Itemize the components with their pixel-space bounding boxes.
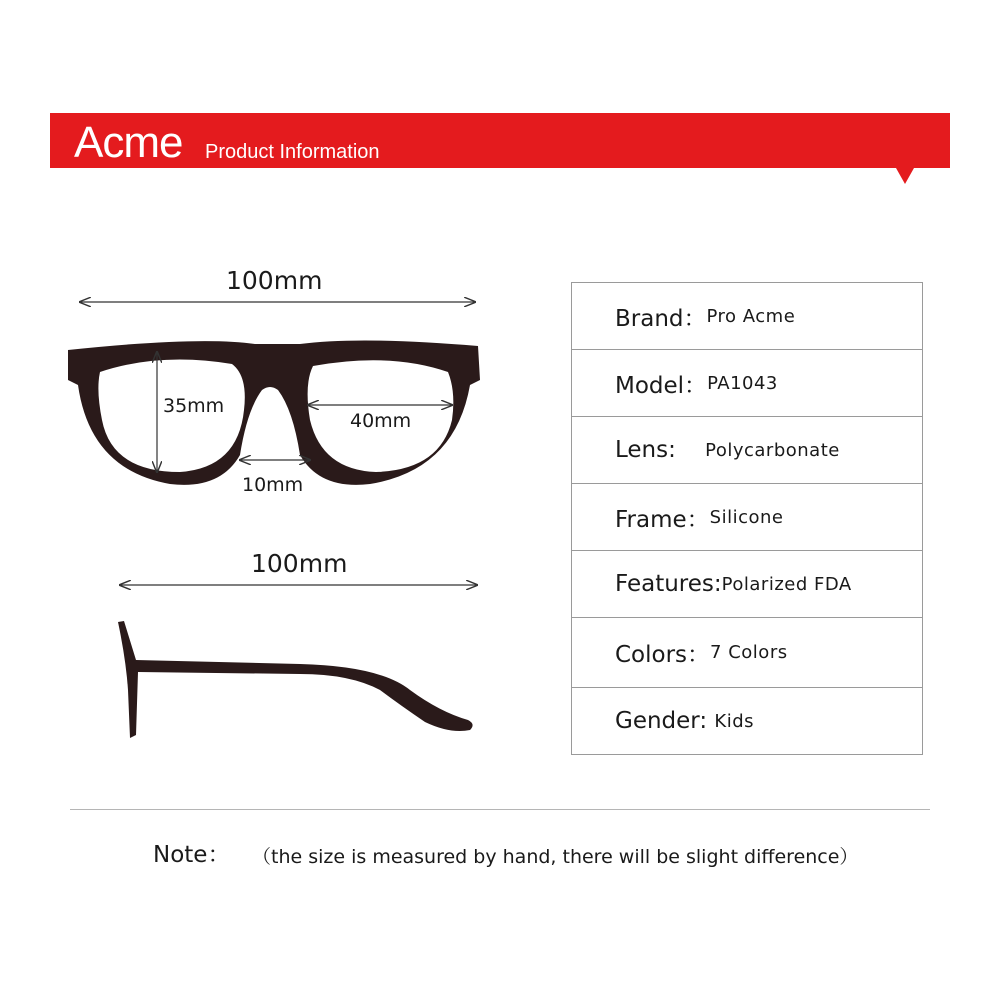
banner-subtitle: Product Information [205,141,380,163]
spec-row-gender [572,688,922,754]
lens-height-label: 35mm [163,395,225,417]
lens-width-label: 40mm [350,410,412,432]
spec-label: Colors： [615,642,711,668]
spec-label: Features: [615,571,722,597]
spec-label: Brand： [615,305,707,332]
divider-line [70,809,930,810]
spec-value: Kids [714,710,755,732]
spec-table [571,282,923,755]
spec-label: Lens: [615,437,706,463]
spec-value: Polycarbonate [705,439,840,461]
spec-value: PA1043 [707,372,778,394]
note-label: Note： [153,842,231,868]
bridge-width-label: 10mm [242,474,304,496]
brand-logo-text: Acme [74,118,183,167]
glasses-front-frame [68,340,480,484]
spec-value: 7 Colors [710,642,788,663]
spec-value: Pro Acme [706,305,796,327]
temple-length-label: 100mm [251,549,348,578]
spec-label: Model： [615,372,708,399]
front-width-label: 100mm [226,266,323,295]
spec-value: Polarized FDA [721,573,852,595]
spec-row-colors [572,618,922,688]
spec-label: Frame： [615,506,710,533]
spec-label: Gender: [615,708,715,734]
note-text: （the size is measured by hand, there will be slight difference） [252,846,859,868]
temple-arm [118,621,473,738]
spec-value: Silicone [709,506,784,528]
spec-row-frame [572,484,922,551]
spec-row-brand [572,283,922,350]
spec-row-model [572,350,922,417]
spec-row-lens [572,417,922,484]
spec-row-features [572,551,922,618]
